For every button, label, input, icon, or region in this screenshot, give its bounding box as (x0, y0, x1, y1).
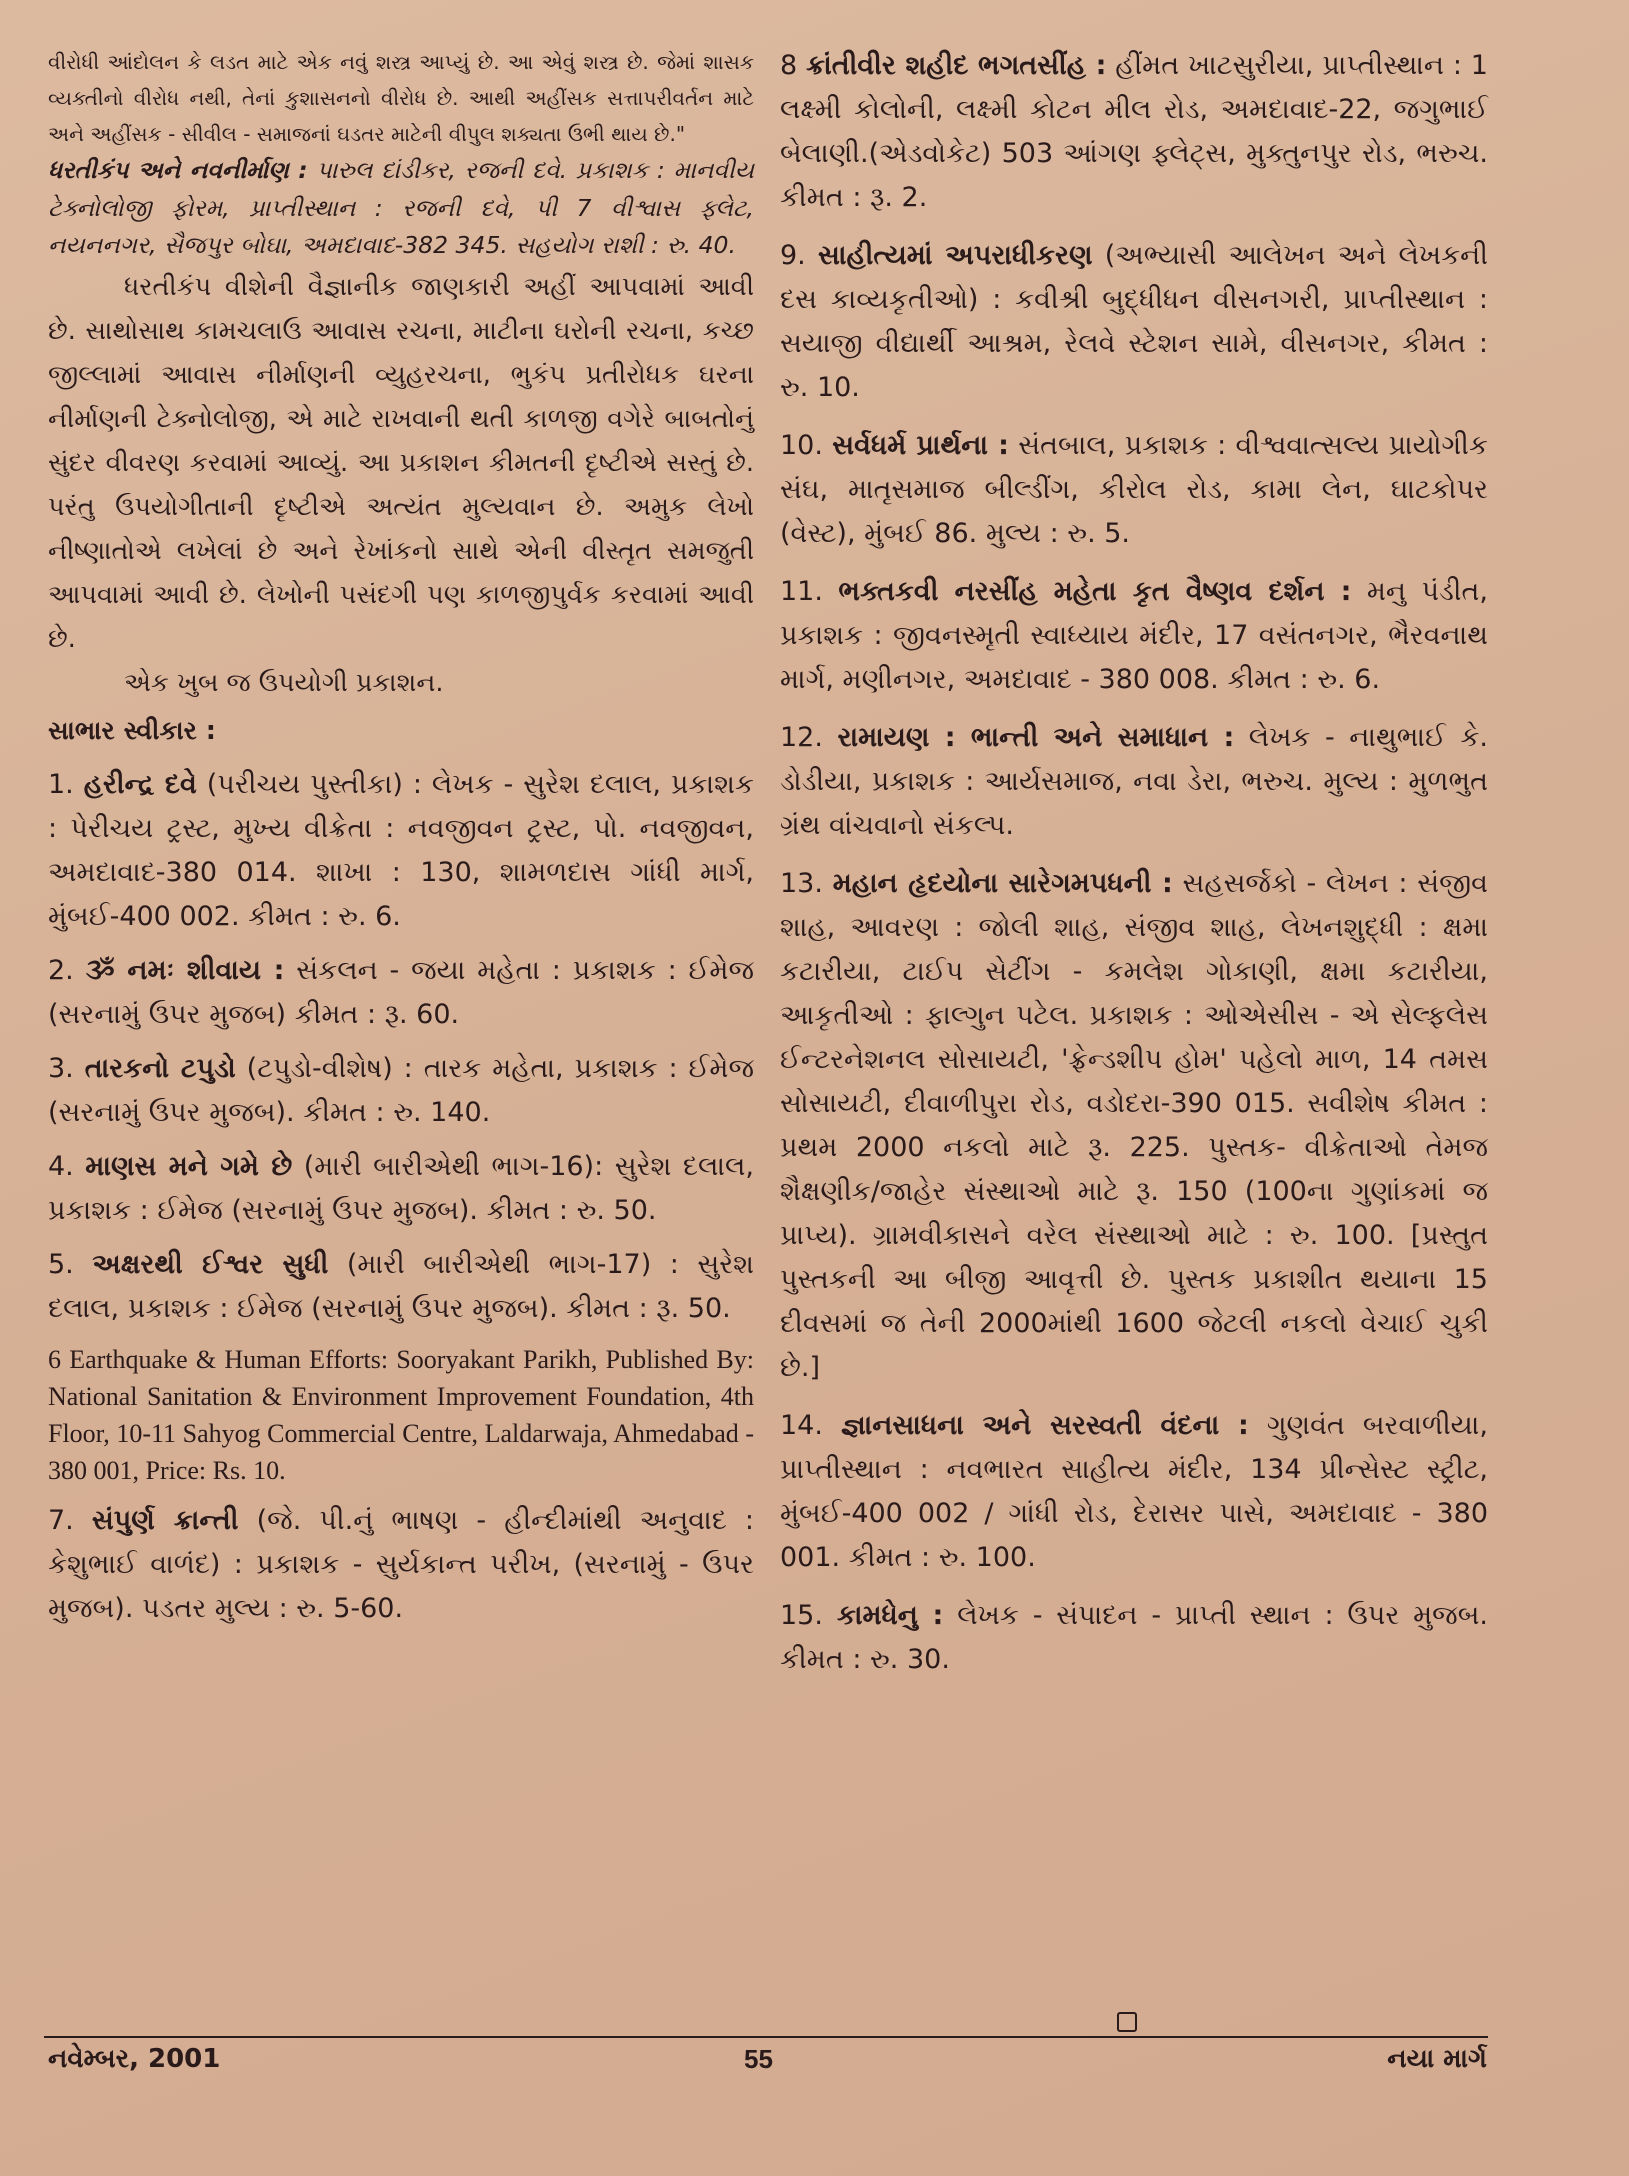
review-paragraph: ધરતીકંપ વીશેની વૈજ્ઞાનીક જાણકારી અહીં આપવામાં આવી છે. સાથોસાથ કામચલાઉ આવાસ રચના, માટીના ઘરોની રચના, કચ્છ જીલ્લામાં આવાસ નીર્માણની વ્યુહરચના, ભુકંપ પ્રતીરોધક ઘરના નીર્માણની ટેક્નોલોજી, એ માટે રાખવાની થતી કાળજી વગેરે બાબતોનું સુંદર વીવરણ કરવામાં આવ્યું. આ પ્રકાશન કીમતની દૃષ્ટીએ સસ્તું છે. પરંતુ ઉપયોગીતાની દૃષ્ટીએ અત્યંત મુલ્યવાન છે. અમુક લેખો નીષ્ણાતોએ લખેલાં છે અને રેખાંકનો સાથે એની વીસ્તૃત સમજુતી આપવામાં આવી છે. લેખોની પસંદગી પણ કાળજીપુર્વક કરવામાં આવી છે. (48, 271, 754, 654)
list-item: 3. તારકનો ટપુડો (ટપુડો-વીશેષ) : તારક મહેતા, પ્રકાશક : ઈમેજ (સરનામું ઉપર મુજબ). કીમત : રુ. 140. (48, 1052, 754, 1128)
list-item: 8 ક્રાંતીવીર શહીદ ભગતસીંહ : હીંમત ખાટસુરીયા, પ્રાપ્તીસ્થાન : 1 લક્ષ્મી કોલોની, લક્ષ્મી કોટન મીલ રોડ, અમદાવાદ-22, જગુભાઈ બેલાણી.(એડવોકેટ) 503 આંગણ ફ્લેટ્સ, મુક્તુનપુર રોડ, ભરુચ. કીમત : રૂ. 2. (780, 50, 1488, 213)
list-item: 14. જ્ઞાનસાધના અને સરસ્વતી વંદના : ગુણવંત બરવાળીયા, પ્રાપ્તીસ્થાન : નવભારત સાહીત્ય મંદીર, 134 પ્રીન્સેસ્ટ સ્ટ્રીટ, મુંબઈ-400 002 / ગાંધી રોડ, દેરાસર પાસે, અમદાવાદ - 380 001. કીમત : રુ. 100. (780, 1410, 1488, 1573)
english-list-item: 6 Earthquake & Human Efforts: Sooryakant Parikh, Published By: National Sanitation & Environment Improvement Foundation, 4th Floor, 10-11 Sahyog Commercial Centre, Laldarwaja, Ahmedabad - 380 001, Price: Rs. 10. (48, 1344, 754, 1485)
list-item: 5. અક્ષરથી ઈશ્વર સુધી (મારી બારીએથી ભાગ-17) : સુરેશ દલાલ, પ્રકાશક : ઈમેજ (સરનામું ઉપર મુજબ). કીમત : રૂ. 50. (48, 1248, 754, 1324)
left-column (48, 44, 754, 1631)
intro-paragraph: વીરોધી આંદોલન કે લડત માટે એક નવું શસ્ત્ર આપ્યું છે. આ એવું શસ્ત્ર છે. જેમાં શાસક વ્યક્તીનો વીરોધ નથી, તેનાં કુશાસનનો વીરોધ છે. આથી અહીંસક સત્તાપરીવર્તન માટે અને અહીંસક - સીવીલ - સમાજનાં ઘડતર માટેની વીપુલ શક્યતા ઉભી થાય છે." (48, 50, 754, 146)
page-number: 55 (744, 2044, 773, 2074)
end-of-article-mark (1117, 2012, 1137, 2032)
review-book-entry (48, 152, 754, 265)
footer-date: નવેમ્બર, 2001 (48, 2044, 221, 2074)
list-item: 2. ૐ નમઃ શીવાય : સંકલન - જયા મહેતા : પ્રકાશક : ઈમેજ (સરનામું ઉપર મુજબ) કીમત : રૂ. 60. (48, 954, 754, 1030)
right-column (780, 44, 1488, 1682)
list-item: 11. ભક્તકવી નરસીંહ મહેતા કૃત વૈષ્ણવ દર્શન : મનુ પંડીત, પ્રકાશક : જીવનસ્મૃતી સ્વાધ્યાય મંદીર, 17 વસંતનગર, ભૈરવનાથ માર્ગ, મણીનગર, અમદાવાદ - 380 008. કીમત : રુ. 6. (780, 576, 1488, 695)
list-item: 13. મહાન હૃદયોના સારેગમપધની : સહસર્જકો - લેખન : સંજીવ શાહ, આવરણ : જોલી શાહ, સંજીવ શાહ, લેખનશુદ્ધી : ક્ષમા કટારીયા, ટાઈપ સેટીંગ - કમલેશ ગોકાણી, ક્ષમા કટારીયા, આકૃતીઓ : ફાલ્ગુન પટેલ. પ્રકાશક : ઓએસીસ - એ સેલ્ફલેસ ઈન્ટરનેશનલ સોસાયટી, 'ફ્રેન્ડશીપ હોમ' પહેલો માળ, 14 તમસ સોસાયટી, દીવાળીપુરા રોડ, વડોદરા-390 015. સવીશેષ કીમત : પ્રથમ 2000 નકલો માટે રૂ. 225. પુસ્તક- વીક્રેતાઓ તેમજ શૈક્ષણીક/જાહેર સંસ્થાઓ માટે રૂ. 150 (100ના ગુણાંકમાં જ પ્રાપ્ય). ગ્રામવીકાસને વરેલ સંસ્થાઓ માટે : રુ. 100. [પ્રસ્તુત પુસ્તકની આ બીજી આવૃત્તી છે. પુસ્તક પ્રકાશીત થયાના 15 દીવસમાં જ તેની 2000માંથી 1600 જેટલી નકલો વેચાઈ ચુકી છે.] (780, 868, 1488, 1383)
list-item: 7. સંપુર્ણ ક્રાન્તી (જે. પી.નું ભાષણ - હીન્દીમાંથી અનુવાદ : કેશુભાઈ વાળંદ) : પ્રકાશક - સુર્યકાન્ત પરીખ, (સરનામું - ઉપર મુજબ). પડતર મુલ્ય : રુ. 5-60. (48, 1504, 754, 1624)
list-item: 4. માણસ મને ગમે છે (મારી બારીએથી ભાગ-16): સુરેશ દલાલ, પ્રકાશક : ઈમેજ (સરનામું ઉપર મુજબ). કીમત : રુ. 50. (48, 1150, 754, 1226)
acknowledgement-heading: સાભાર સ્વીકાર : (48, 715, 216, 746)
list-item: 1. હરીન્દ્ર દવે (પરીચય પુસ્તીકા) : લેખક - સુરેશ દલાલ, પ્રકાશક : પેરીચય ટ્રસ્ટ, મુખ્ય વીક્રેતા : નવજીવન ટ્રસ્ટ, પો. નવજીવન, અમદાવાદ-380 014. શાખા : 130, શામળદાસ ગાંધી માર્ગ, મુંબઈ-400 002. કીમત : રુ. 6. (48, 768, 754, 932)
review-closing: એક ખુબ જ ઉપયોગી પ્રકાશન. (124, 667, 444, 698)
footer-rule (44, 2036, 1488, 2038)
list-item: 15. કામધેનુ : લેખક - સંપાદન - પ્રાપ્તી સ્થાન : ઉપર મુજબ. કીમત : રુ. 30. (780, 1600, 1488, 1675)
magazine-name: નયા માર્ગ (1387, 2044, 1487, 2074)
review-book-details: પારુલ દાંડીકર, રજની દવે. પ્રકાશક : માનવીય ટેક્નોલોજી ફોરમ, પ્રાપ્તીસ્થાન : રજની દવે, પી 7 વીશ્વાસ ફ્લેટ, નયનનગર, સૈજપુર બોઘા, અમદાવાદ-382 345. સહયોગ રાશી : રુ. 40. (48, 156, 754, 259)
review-book-title: ધરતીકંપ અને નવનીર્માણ : (48, 156, 308, 184)
list-item: 12. રામાયણ : ભાન્તી અને સમાધાન : લેખક - નાથુભાઈ કે. ડોડીયા, પ્રકાશક : આર્યસમાજ, નવા ડેરા, ભરુચ. મુલ્ય : મુળભુત ગ્રંથ વાંચવાનો સંકલ્પ. (780, 722, 1488, 841)
list-item: 10. સર્વધર્મ પ્રાર્થના : સંતબાલ, પ્રકાશક : વીશ્વવાત્સલ્ય પ્રાયોગીક સંઘ, માતૃસમાજ બીલ્ડીંગ, કીરોલ રોડ, કામા લેન, ઘાટકોપર (વેસ્ટ), મુંબઈ 86. મુલ્ય : રુ. 5. (780, 430, 1488, 549)
list-item: 9. સાહીત્યમાં અપરાધીકરણ (અભ્યાસી આલેખન અને લેખકની દસ કાવ્યકૃતીઓ) : કવીશ્રી બુદ્ધીધન વીસનગરી, પ્રાપ્તીસ્થાન : સયાજી વીદ્યાર્થી આશ્રમ, રેલવે સ્ટેશન સામે, વીસનગર, કીમત : રુ. 10. (780, 240, 1488, 403)
